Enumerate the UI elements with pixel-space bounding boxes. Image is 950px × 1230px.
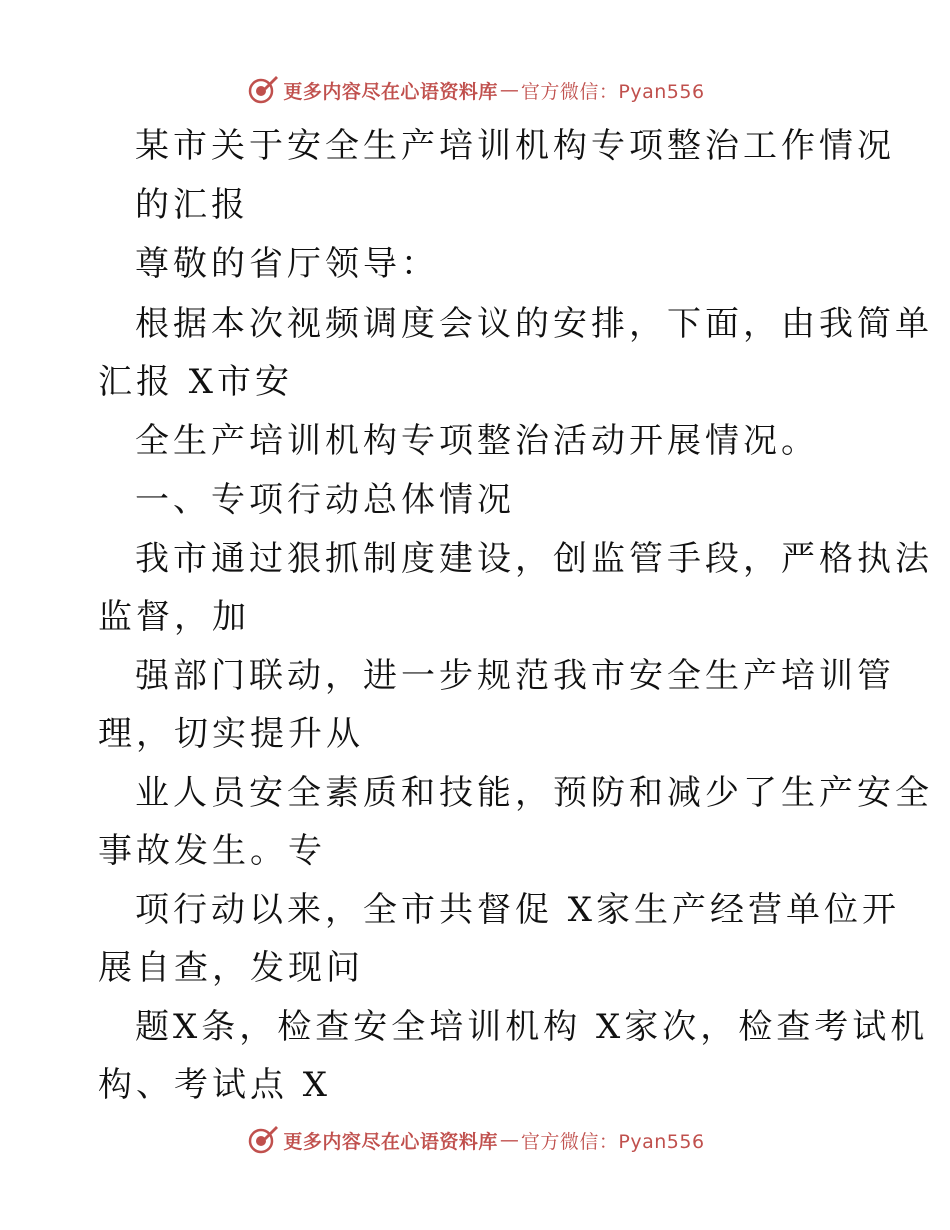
title-line-2: 的汇报 [135,185,249,225]
section-heading: 一、专项行动总体情况 [135,480,515,520]
watermark-wechat: 官方微信：Pyan556 [520,1130,705,1153]
paragraph-line: 理，切实提升从 [98,714,364,754]
paragraph-line: 业人员安全素质和技能，预防和减少了生产安全 [135,773,933,813]
paragraph-line: 全生产培训机构专项整治活动开展情况。 [135,421,819,461]
paragraph-line: 强部门联动，进一步规范我市安全生产培训管 [135,656,895,696]
watermark-separator: — [499,1129,519,1151]
paragraph-line: 根据本次视频调度会议的安排，下面，由我简单 [135,304,933,344]
pen-logo-icon [245,1123,279,1157]
paragraph-line: 题X条，检查安全培训机构 X家次，检查考试机 [135,1007,929,1047]
title-line-1: 某市关于安全生产培训机构专项整治工作情况 [135,126,895,166]
paragraph-line: 构、考试点 X [98,1065,332,1105]
paragraph-line: 我市通过狠抓制度建设，创监管手段，严格执法 [135,539,933,579]
watermark-banner-bottom [0,1120,950,1160]
paragraph-line: 项行动以来，全市共督促 X家生产经营单位开 [135,890,901,930]
paragraph-line: 事故发生。专 [98,831,326,871]
watermark-separator: — [499,79,519,101]
watermark-text: 更多内容尽在心语资料库 [283,1130,498,1153]
salutation: 尊敬的省厅领导： [135,244,439,284]
paragraph-line: 展自查，发现问 [98,948,364,988]
watermark-wechat: 官方微信：Pyan556 [520,80,705,103]
paragraph-line: 汇报 X市安 [98,362,294,402]
watermark-text: 更多内容尽在心语资料库 [283,80,498,103]
paragraph-line: 监督，加 [98,597,250,637]
